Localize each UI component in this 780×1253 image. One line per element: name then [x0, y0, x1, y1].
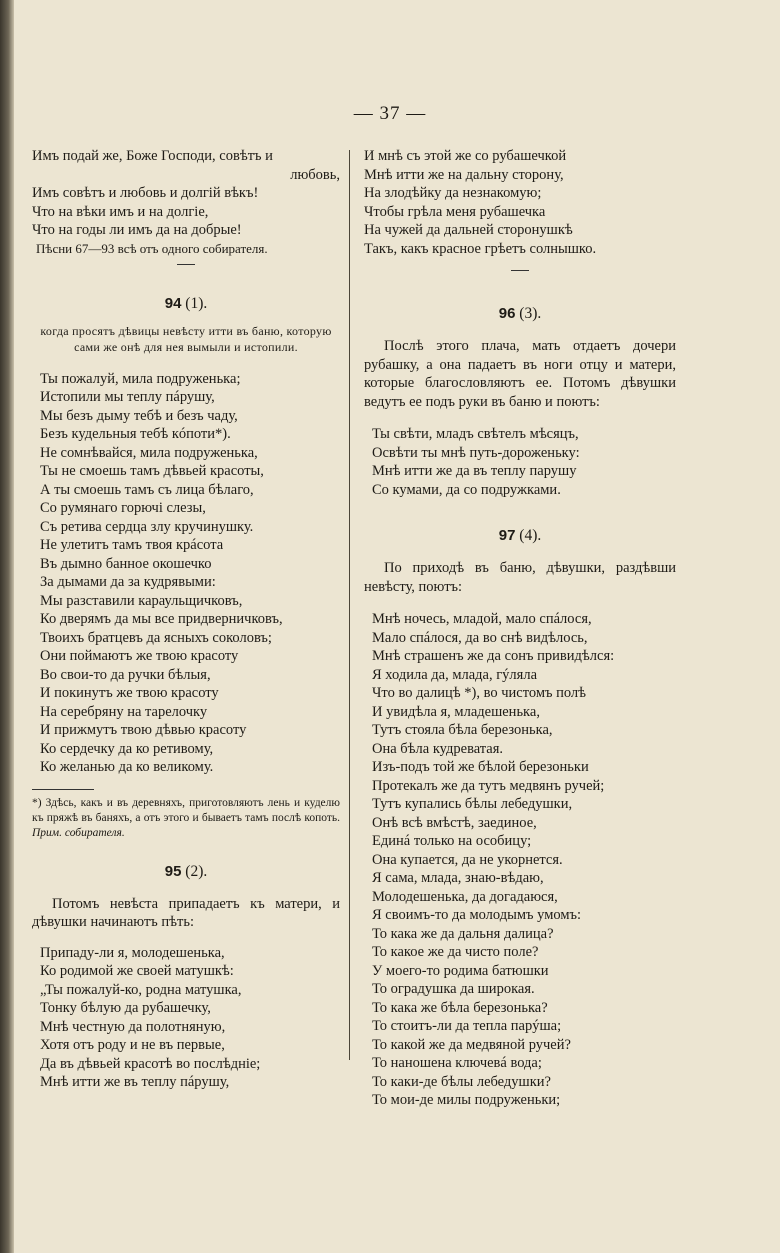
verse-line: Мало спáлося, да во снѣ видѣлось,	[372, 629, 588, 646]
verse-line: И покинутъ же твою красоту	[40, 685, 219, 701]
verse-line: Тонку бѣлую да рубашечку,	[40, 1000, 211, 1016]
verse-line: Тутъ купались бѣлы лебедушки,	[372, 796, 573, 812]
verse-line: „Ты пожалуй-ко, родна матушка,	[40, 981, 242, 998]
verse-line: Она купается, да не укорнется.	[372, 851, 563, 868]
verse-line: Мнѣ страшенъ же да сонъ привидѣлся:	[372, 648, 615, 664]
footnote-rule	[32, 789, 94, 790]
song-subnumber: (3).	[519, 305, 542, 322]
verse-line: Мнѣ ночесь, младой, мало спáлося,	[372, 611, 592, 627]
verse-line: Онѣ всѣ вмѣстѣ, заединое,	[372, 814, 537, 831]
verse-line: То каки-де бѣлы лебедушки?	[372, 1073, 551, 1090]
verse-line: Мы безъ дыму тебѣ и безъ чаду,	[40, 407, 238, 424]
song-97-intro: По приходѣ въ баню, дѣвушки, раздѣвши невѣсту, поютъ:	[364, 560, 676, 595]
verse-line: И прижмутъ твою дѣвью красоту	[40, 722, 247, 738]
verse-line: Я своимъ-то да молодымъ умомъ:	[372, 907, 582, 923]
verse-line: То кака же да дальня далица?	[372, 925, 554, 942]
song-number: 95	[164, 862, 182, 880]
intro-line: Что на вѣки имъ и на долгіе,	[32, 203, 209, 220]
song-94-verse	[32, 370, 340, 777]
song-96-verse	[364, 425, 676, 499]
verse-line: Протекалъ же да тутъ медвянъ ручей;	[372, 777, 605, 794]
song-number: 96	[498, 305, 516, 322]
song-95-verse	[32, 944, 340, 1092]
verse-line: Съ ретива сердца злу кручинушку.	[40, 518, 254, 535]
verse-line: Ты не смоешь тамъ дѣвьей красоты,	[40, 463, 264, 479]
verse-line: Твоихъ братцевъ да ясныхъ соколовъ;	[40, 629, 272, 646]
verse-line: Да въ дѣвьей красотѣ во послѣдніе;	[40, 1055, 261, 1072]
verse-line: Я сама, млада, знаю-вѣдаю,	[372, 870, 544, 886]
verse-line: Такъ, какъ красное грѣетъ солнышко.	[364, 240, 597, 257]
song-95-intro: Потомъ невѣста припадаетъ къ матери, и дѣвушки начинаютъ пѣть:	[32, 895, 340, 930]
intro-line: Что на годы ли имъ да на добрые!	[32, 222, 242, 238]
song-97-heading	[364, 527, 676, 545]
song-subnumber: (4).	[519, 527, 542, 544]
song-95-heading	[32, 863, 340, 881]
intro-line: Имъ совѣтъ и любовь и долгій вѣкъ!	[32, 185, 259, 201]
verse-line: И мнѣ съ этой же со рубашечкой	[364, 148, 567, 164]
verse-line: На серебряну на тарелочку	[40, 703, 208, 720]
verse-line: Изъ-подъ той же бѣлой березоньки	[372, 759, 589, 775]
verse-line: Со кумами, да со подружками.	[372, 481, 561, 498]
verse-line: На чужей да дальней сторонушкѣ	[364, 222, 573, 238]
verse-line: Припаду-ли я, молодешенька,	[40, 944, 225, 961]
verse-line: Мнѣ итти же на дальну сторону,	[364, 166, 564, 183]
song-96-intro: Послѣ этого плача, мать отдаетъ дочери рубашку, а она падаетъ въ ноги отцу и матери, которые благословляютъ ее. Потомъ дѣвушки ведутъ ее подъ руки въ баню и поютъ:	[364, 338, 676, 410]
verse-line: То наношена ключевá вода;	[372, 1055, 542, 1071]
verse-line: Освѣти ты мнѣ путь-дороженьку:	[372, 444, 580, 461]
verse-line: То какой же да медвяной ручей?	[372, 1036, 571, 1053]
verse-line: У моего-то родима батюшки	[372, 962, 549, 979]
book-binding-shadow	[0, 0, 14, 1253]
footnote-attribution: Прим. собирателя.	[32, 826, 125, 839]
song-96-heading	[364, 305, 676, 323]
verse-line: Ко желанью да ко великому.	[40, 759, 214, 775]
song-94-heading	[32, 295, 340, 313]
verse-line: Ты свѣти, младъ свѣтелъ мѣсяцъ,	[372, 426, 579, 442]
left-column	[32, 147, 340, 1092]
verse-line: Что во далицѣ *), во чистомъ полѣ	[372, 685, 587, 701]
verse-line: Ко дверямъ да мы все придверничковъ,	[40, 611, 283, 627]
verse-line: Чтобы грѣла меня рубашечка	[364, 203, 546, 220]
verse-line: Во свои-то да ручки бѣлыя,	[40, 666, 211, 683]
verse-line: Не улетитъ тамъ твоя крáсота	[40, 537, 224, 553]
verse-line: Мы разставили караульщичковъ,	[40, 592, 243, 609]
verse-line: Единá только на особицу;	[372, 833, 532, 849]
verse-line: Не сомнѣвайся, мила подруженька,	[40, 444, 258, 461]
verse-line: Мнѣ итти же да въ теплу парушу	[372, 463, 577, 479]
intro-line: Имъ подай же, Боже Господи, совѣтъ и	[32, 148, 273, 164]
verse-line: Мнѣ честную да полотняную,	[40, 1018, 226, 1035]
column-divider	[349, 150, 350, 1060]
verse-line: То кака же бѣла березонька?	[372, 999, 548, 1016]
verse-line: То стоитъ-ли да тепла парýша;	[372, 1018, 562, 1034]
verse-line: Она бѣла кудреватая.	[372, 740, 504, 757]
source-note: Пѣсни 67—93 всѣ отъ одного собирателя.	[36, 240, 268, 256]
verse-line: Я ходила да, млада, гýляла	[372, 666, 538, 683]
verse-line: Ко родимой же своей матушкѣ:	[40, 963, 234, 979]
verse-line: А ты смоешь тамъ съ лица бѣлаго,	[40, 481, 254, 498]
footnote-text: *) Здѣсь, какъ и въ деревняхъ, приготовляютъ лень и куделю къ пряжѣ въ баняхъ, а отъ этого и бываетъ тамъ послѣ копоть.	[32, 796, 340, 824]
verse-line: Хотя отъ роду и не въ первые,	[40, 1037, 225, 1053]
verse-line: За дымами да за кудрявыми:	[40, 574, 216, 590]
right-column	[364, 147, 676, 1110]
verse-line: Тутъ стояла бѣла березонька,	[372, 722, 553, 738]
footnote	[32, 796, 340, 841]
song-94-subtitle: когда просятъ дѣвицы невѣсту итти въ баню, которую сами же онѣ для нея вымыли и истопили.	[40, 323, 332, 354]
verse-line: То какое же да чисто поле?	[372, 944, 539, 960]
section-rule	[511, 270, 529, 271]
song-subnumber: (1).	[185, 294, 208, 312]
verse-line: На злодѣйку да незнакомую;	[364, 185, 542, 201]
verse-line: Они поймаютъ же твою красоту	[40, 648, 239, 664]
verse-line: Въ дымно банное окошечко	[40, 555, 212, 572]
section-rule	[177, 264, 195, 265]
song-number: 97	[498, 527, 516, 544]
song-subnumber: (2).	[185, 862, 208, 880]
page-number: — 37 —	[353, 103, 427, 124]
verse-line: Ты пожалуй, мила подруженька;	[40, 370, 241, 387]
song-97-verse	[364, 610, 676, 1110]
verse-line: Молодешенька, да догадаюся,	[372, 888, 558, 905]
verse-line: Безъ кудельныя тебѣ кóпоти*).	[40, 426, 231, 442]
verse-line: Мнѣ итти же въ теплу пáрушу,	[40, 1074, 230, 1090]
verse-line: Ко сердечку да ко ретивому,	[40, 740, 214, 757]
verse-line: То мои-де милы подруженьки;	[372, 1092, 561, 1108]
verse-line: И увидѣла я, младешенька,	[372, 703, 540, 720]
intro-line: любовь,	[290, 166, 340, 183]
verse-line: Со румянаго горючі слезы,	[40, 500, 206, 516]
verse-line: Истопили мы теплу пáрушу,	[40, 389, 215, 405]
verse-line: То оградушка да широкая.	[372, 981, 535, 997]
song-number: 94	[164, 294, 182, 312]
